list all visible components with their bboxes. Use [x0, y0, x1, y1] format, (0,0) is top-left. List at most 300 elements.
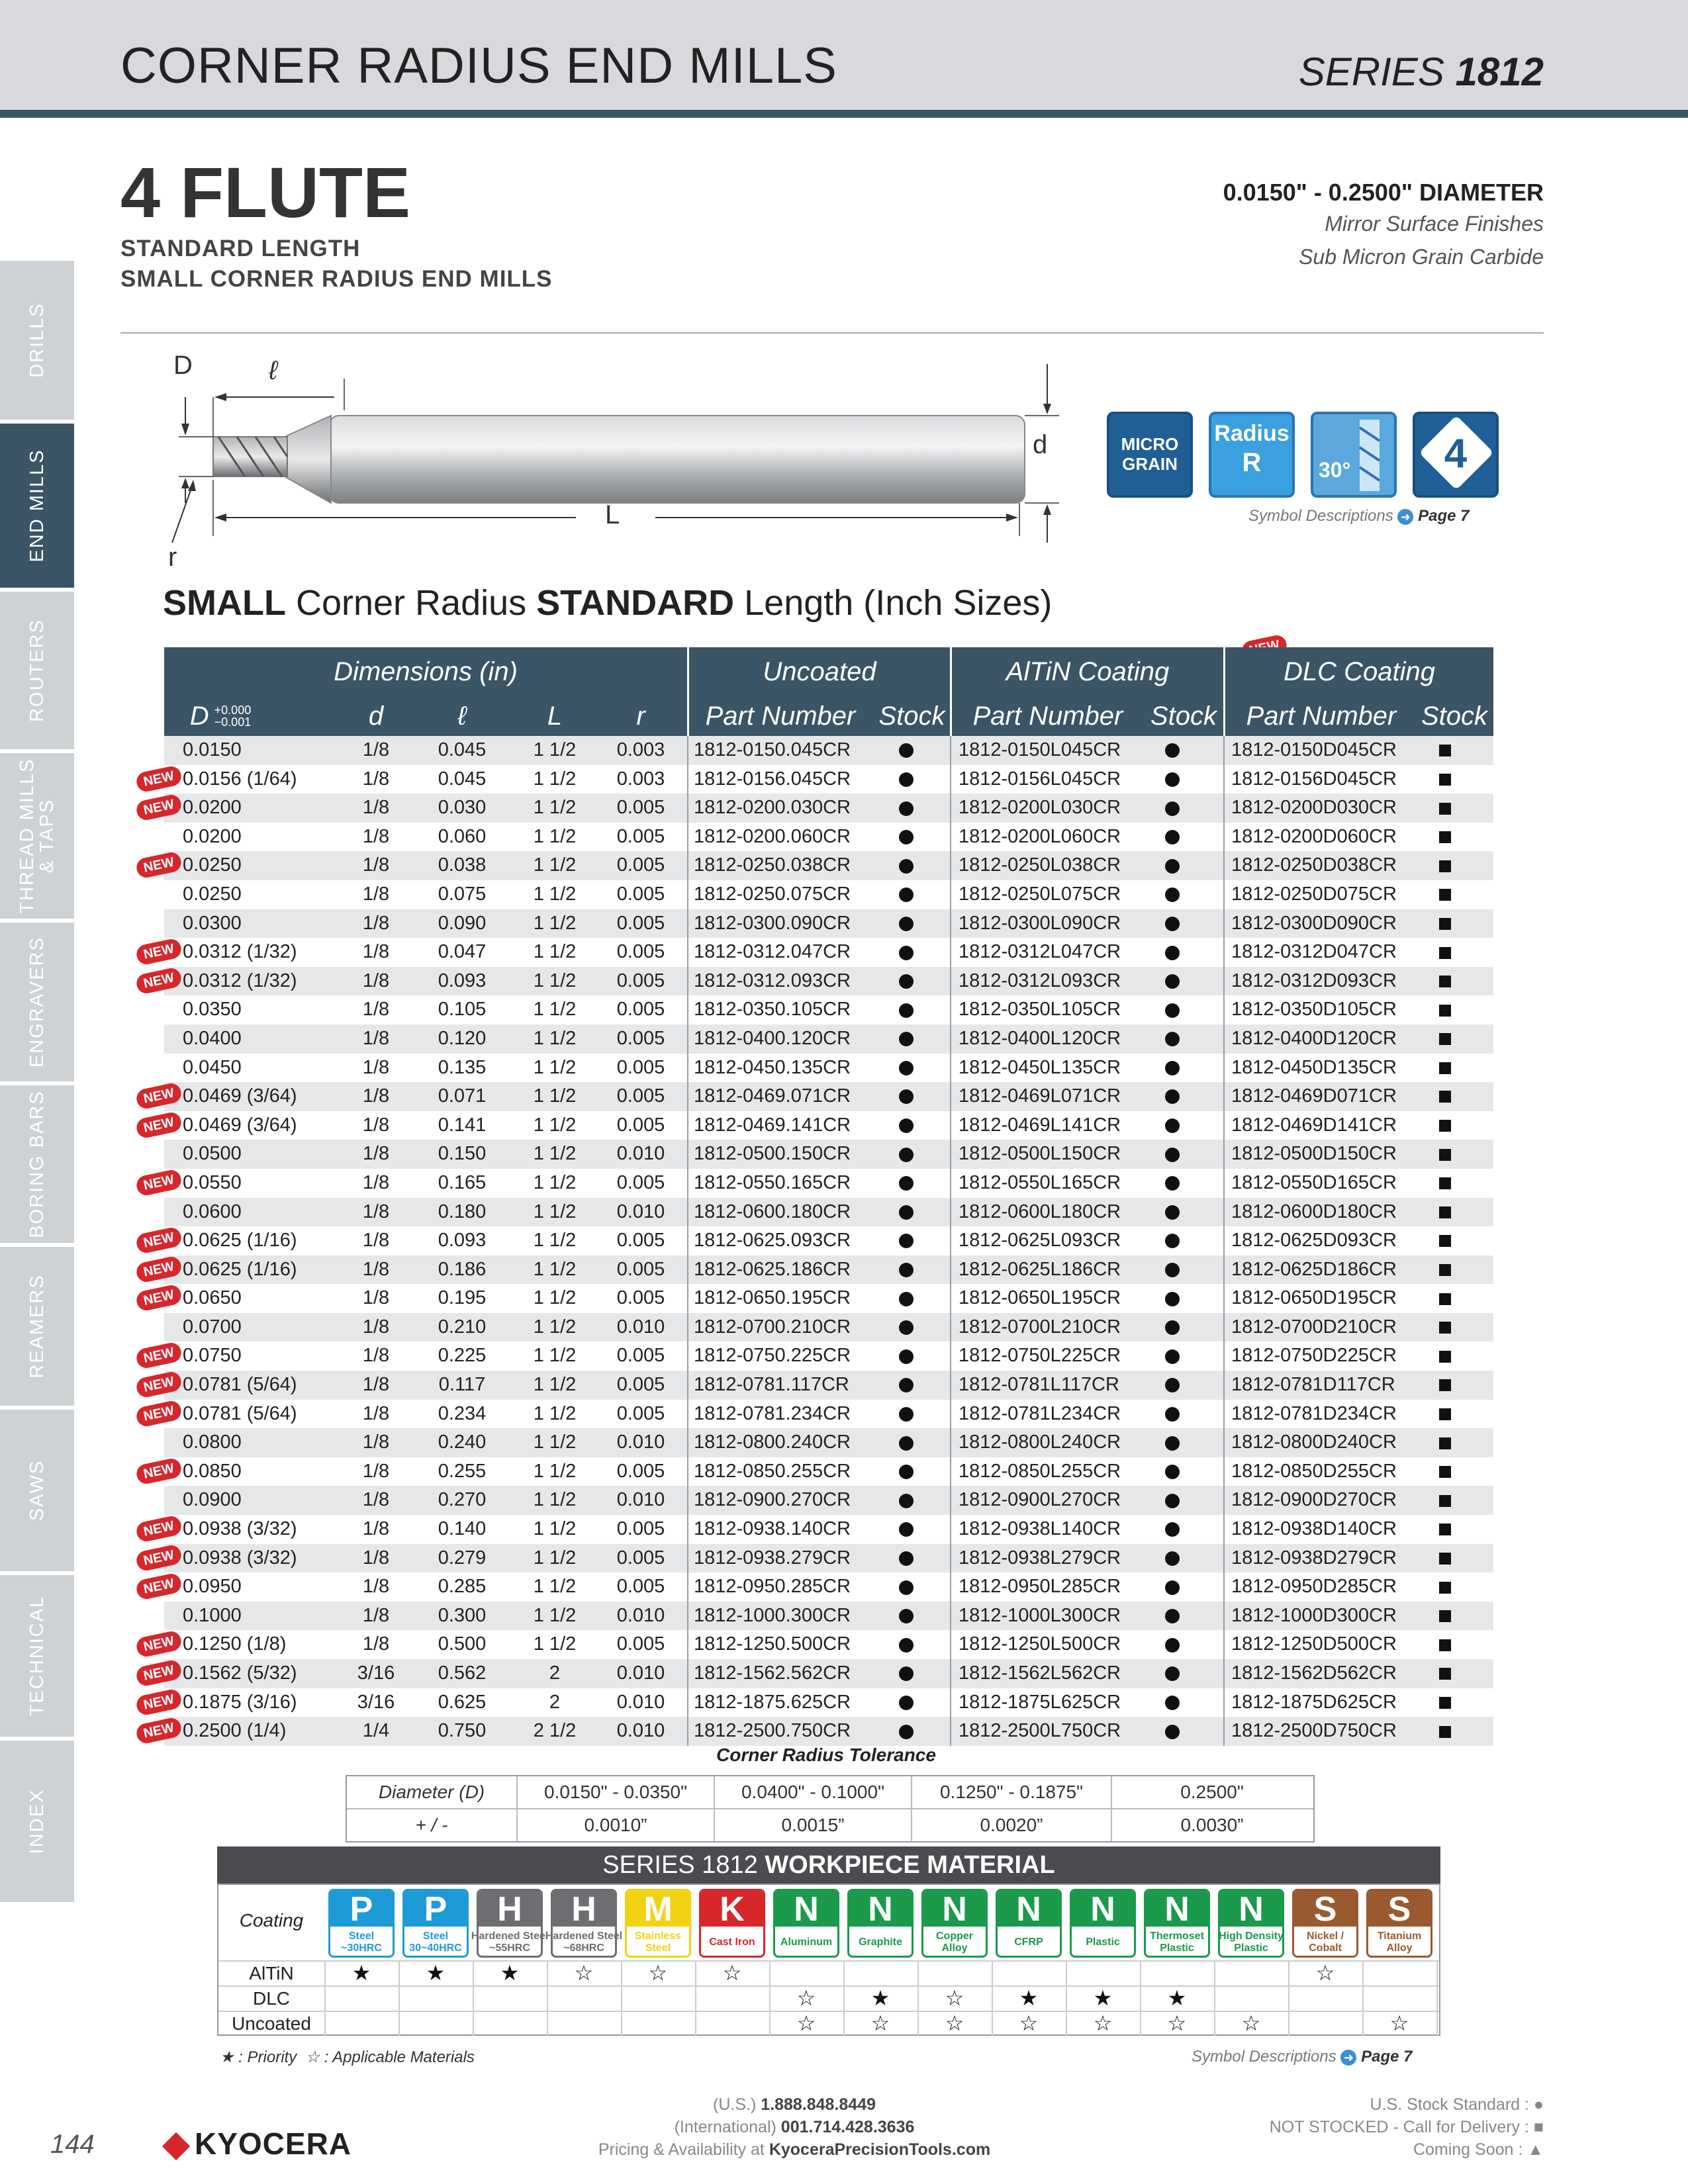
divider [687, 1140, 688, 1169]
cell-a: 1812-0469L141CR [959, 1114, 1121, 1136]
section-title-text-2: Length (Inch Sizes) [734, 583, 1053, 623]
coating-row-label: DLC [252, 1988, 290, 2009]
material-name: High Density Plastic [1219, 1931, 1284, 1954]
table-row [142, 765, 1493, 794]
cell-L: 1 1/2 [533, 739, 577, 760]
stock-dlc-cell [1439, 1457, 1451, 1486]
dim-r-label: r [168, 543, 177, 572]
divider [1223, 1371, 1225, 1400]
stock-dlc-cell [1439, 1111, 1451, 1140]
not-stocked-icon [1439, 1697, 1451, 1709]
material-letter: H [479, 1891, 541, 1927]
cell-l: 0.117 [438, 1374, 486, 1396]
stock-standard-icon [1165, 801, 1180, 816]
cell-D: 0.0950 [183, 1576, 242, 1598]
divider [1223, 1313, 1225, 1342]
divider [687, 1342, 688, 1371]
new-badge: NEW [135, 1688, 183, 1716]
cell-D: 0.0938 (3/32) [183, 1547, 297, 1569]
material-badge [1292, 1889, 1358, 1958]
cell-L: 1 1/2 [533, 883, 577, 905]
cell-r: 0.010 [616, 1489, 665, 1511]
divider [687, 880, 688, 909]
cell-d: 1/8 [362, 970, 390, 991]
cell-a: 1812-0850L255CR [959, 1460, 1121, 1482]
stock-dlc-cell [1439, 967, 1451, 996]
group-dimensions: Dimensions (in) [334, 657, 518, 686]
cell-L: 1 1/2 [533, 970, 577, 991]
col-stock-altin: Stock [1150, 701, 1217, 731]
stock-standard-icon [1165, 1176, 1180, 1191]
tolerance-cell: 0.0020” [912, 1809, 1112, 1841]
table-row [142, 1688, 1493, 1717]
material-name: Aluminum [780, 1936, 833, 1948]
cell-L: 1 1/2 [533, 1230, 577, 1251]
table-row [142, 1717, 1493, 1746]
new-badge: NEW [135, 1342, 183, 1370]
cell-D: 0.0200 [183, 797, 242, 819]
divider [950, 823, 951, 852]
not-stocked-icon [1439, 1668, 1451, 1680]
new-badge: NEW [135, 1284, 183, 1312]
stock-uncoated-cell [899, 938, 914, 967]
stock-uncoated-cell [899, 1169, 914, 1198]
tab-label: ROUTERS [26, 619, 48, 722]
stock-standard-icon [899, 1725, 914, 1739]
not-stocked-icon [1439, 889, 1451, 901]
cell-L: 1 1/2 [533, 768, 577, 790]
cell-l: 0.047 [438, 941, 487, 963]
cell-a: 1812-0156L045CR [959, 768, 1121, 790]
stock-standard-icon [1165, 1407, 1180, 1422]
table-row [142, 1111, 1493, 1140]
divider [1223, 1140, 1225, 1169]
priority-star-icon: ★ [1093, 1986, 1113, 2010]
cell-L: 1 1/2 [533, 1576, 577, 1598]
tab-index[interactable] [0, 1741, 74, 1906]
new-badge: NEW [135, 937, 183, 966]
tab-drills[interactable] [0, 261, 74, 424]
not-stocked-icon [1439, 1264, 1451, 1276]
new-badge: NEW [135, 1543, 183, 1572]
table-row [164, 823, 1493, 852]
stock-standard-icon [899, 1436, 914, 1451]
stock-standard-icon [899, 1522, 914, 1537]
stock-standard-icon [899, 1003, 914, 1018]
stock-standard-icon [899, 743, 914, 758]
cell-c: 1812-0938D140CR [1231, 1518, 1397, 1540]
tab-boring-bars[interactable] [0, 1085, 74, 1247]
cell-u: 1812-0150.045CR [694, 739, 851, 760]
not-stocked-icon [1439, 1062, 1451, 1074]
series-number: 1812 [1455, 50, 1544, 94]
table-column-header [164, 696, 1493, 736]
pricing-link[interactable] [530, 2140, 1059, 2160]
stock-dlc-cell [1439, 1428, 1451, 1457]
tab-routers[interactable] [0, 592, 74, 753]
divider [950, 1111, 951, 1140]
divider [950, 1602, 951, 1631]
tab-technical[interactable] [0, 1575, 74, 1741]
cell-D: 0.0781 (5/64) [183, 1402, 297, 1424]
cell-a: 1812-0938L140CR [959, 1518, 1121, 1540]
divider [687, 1688, 688, 1717]
divider [687, 1515, 688, 1544]
cell-c: 1812-0156D045CR [1231, 768, 1397, 790]
cell-r: 0.005 [616, 1402, 665, 1424]
stock-altin-cell [1165, 851, 1180, 880]
material-letter: H [553, 1891, 615, 1927]
material-badge [921, 1889, 988, 1958]
cell-d: 1/8 [362, 883, 390, 905]
stock-altin-cell [1165, 880, 1180, 909]
col-d: d [368, 701, 384, 731]
cell-u: 1812-1562.562CR [694, 1662, 851, 1684]
cell-u: 1812-0800.240CR [694, 1432, 851, 1453]
material-badge [1070, 1889, 1136, 1958]
tab-saws[interactable] [0, 1410, 74, 1575]
cell-l: 0.093 [438, 970, 487, 991]
cell-r: 0.010 [616, 1662, 665, 1684]
table-row [164, 1024, 1493, 1054]
website-link[interactable]: KyoceraPrecisionTools.com [769, 2140, 991, 2159]
applicable-star-icon: ☆ [574, 1961, 594, 1985]
cell-D: 0.0700 [183, 1316, 242, 1338]
cell-a: 1812-0450L135CR [959, 1056, 1121, 1078]
divider [120, 332, 1544, 334]
stock-dlc-cell [1439, 1342, 1451, 1371]
new-badge: NEW [135, 851, 183, 880]
cell-D: 0.2500 (1/4) [183, 1720, 287, 1742]
table-row [142, 1659, 1493, 1688]
cell-D: 0.0850 [183, 1460, 242, 1482]
tab-reamers[interactable] [0, 1247, 74, 1410]
stock-uncoated-cell [899, 1717, 914, 1746]
divider [950, 1198, 951, 1227]
cell-L: 1 1/2 [533, 1171, 577, 1193]
tolerance-cell: 0.0400" - 0.1000" [715, 1776, 912, 1808]
divider [950, 1255, 951, 1285]
stock-uncoated-cell [899, 1082, 914, 1111]
cell-L: 1 1/2 [533, 1489, 577, 1511]
cell-d: 1/8 [362, 1432, 390, 1453]
tab-thread-mills[interactable] [0, 753, 74, 923]
finish-note: Mirror Surface Finishes [1325, 212, 1544, 236]
cell-l: 0.500 [438, 1633, 487, 1655]
cell-r: 0.010 [616, 1143, 665, 1165]
stock-standard-icon [899, 859, 914, 874]
stock-altin-cell [1165, 1572, 1180, 1602]
divider [950, 1226, 951, 1255]
not-stocked-icon [1439, 918, 1451, 930]
cell-L: 1 1/2 [533, 1085, 577, 1107]
stock-uncoated-cell [899, 736, 914, 765]
divider [687, 1602, 688, 1631]
table-row [142, 1457, 1493, 1486]
cell-D: 0.1000 [183, 1604, 242, 1626]
table-row [164, 1313, 1493, 1342]
material-badge [1218, 1889, 1284, 1958]
stock-dlc-cell [1439, 1024, 1451, 1054]
not-stocked-icon [1439, 1379, 1451, 1391]
cell-d: 3/16 [357, 1691, 395, 1713]
cell-l: 0.285 [438, 1576, 487, 1598]
stock-standard-icon [1165, 1089, 1180, 1104]
cell-d: 1/8 [362, 1604, 390, 1626]
cell-r: 0.005 [616, 1258, 665, 1280]
cell-d: 1/8 [362, 999, 390, 1021]
table-row [142, 967, 1493, 996]
stock-standard-icon [899, 1089, 914, 1104]
priority-star-icon: ★ [1019, 1986, 1039, 2010]
cell-d: 1/8 [362, 912, 390, 934]
divider [950, 1371, 951, 1400]
table-row [142, 1082, 1493, 1111]
divider [687, 1111, 688, 1140]
cell-c: 1812-0250D038CR [1231, 854, 1397, 876]
cell-r: 0.005 [616, 1547, 665, 1569]
stock-uncoated-cell [899, 1198, 914, 1227]
divider [1223, 1515, 1225, 1544]
not-stocked-icon [1439, 1005, 1451, 1017]
stock-dlc-cell [1439, 1284, 1451, 1313]
tab-end-mills[interactable] [0, 424, 74, 592]
cell-d: 1/8 [362, 739, 390, 760]
stock-dlc-cell [1439, 995, 1451, 1024]
applicable-star-icon: ☆ [945, 2011, 964, 2035]
stock-altin-cell [1165, 1313, 1180, 1342]
table-row [164, 1198, 1493, 1227]
stock-dlc-cell [1439, 1659, 1451, 1688]
cell-L: 1 1/2 [533, 854, 577, 876]
divider [1223, 1198, 1225, 1227]
cell-a: 1812-0938L279CR [959, 1547, 1121, 1569]
divider [950, 909, 951, 938]
divider [687, 1226, 688, 1255]
stock-dlc-cell [1439, 1140, 1451, 1169]
not-stocked-icon [1439, 1293, 1451, 1305]
stock-standard-icon [899, 1349, 914, 1364]
stock-uncoated-cell [899, 1371, 914, 1400]
stock-dlc-cell [1439, 1255, 1451, 1285]
cell-a: 1812-0150L045CR [959, 739, 1121, 760]
cell-l: 0.625 [438, 1691, 487, 1713]
cell-a: 1812-1875L625CR [959, 1691, 1121, 1713]
not-stocked-icon [1439, 1610, 1451, 1622]
material-name: Hardened Steel ~68HRC [545, 1931, 623, 1954]
divider [950, 1572, 951, 1602]
cell-D: 0.0938 (3/32) [183, 1518, 297, 1540]
cell-u: 1812-0200.030CR [694, 797, 851, 819]
cell-u: 1812-2500.750CR [694, 1720, 851, 1742]
table-row [164, 995, 1493, 1024]
stock-dlc-cell [1439, 909, 1451, 938]
phone-intl-number: 001.714.428.3636 [780, 2118, 915, 2136]
cell-u: 1812-0469.071CR [694, 1085, 851, 1107]
cell-a: 1812-0400L120CR [959, 1027, 1121, 1049]
divider [1223, 1602, 1225, 1631]
material-letter: N [1072, 1891, 1134, 1927]
cell-L: 1 1/2 [533, 1316, 577, 1338]
cell-r: 0.010 [616, 1432, 665, 1453]
table-row [142, 794, 1493, 823]
cell-L: 1 1/2 [533, 1287, 577, 1309]
not-stocked-icon [1439, 774, 1451, 786]
cell-r: 0.005 [616, 883, 665, 905]
cell-a: 1812-0250L075CR [959, 883, 1121, 905]
cell-c: 1812-0750D225CR [1231, 1345, 1397, 1367]
cell-r: 0.005 [616, 1287, 665, 1309]
not-stocked-icon [1439, 1177, 1451, 1189]
stock-altin-cell [1165, 1054, 1180, 1083]
symbol-desc-page: Page 7 [1361, 2048, 1413, 2066]
cell-a: 1812-0781L234CR [959, 1402, 1121, 1424]
divider [687, 794, 688, 823]
stock-standard-icon [1165, 1118, 1180, 1133]
cell-l: 0.150 [438, 1143, 487, 1165]
material-badge [471, 1889, 549, 1958]
cell-d: 1/8 [362, 1316, 390, 1338]
stock-dlc-cell [1439, 1198, 1451, 1227]
divider [687, 967, 688, 996]
cell-a: 1812-1250L500CR [959, 1633, 1121, 1655]
cell-l: 0.135 [438, 1056, 487, 1078]
cell-d: 1/8 [362, 1258, 390, 1280]
material-letter: N [1220, 1891, 1282, 1927]
cell-r: 0.010 [616, 1720, 665, 1742]
cell-r: 0.003 [616, 768, 665, 790]
phone-us [530, 2095, 1059, 2115]
priority-star-icon: ★ [426, 1961, 445, 1985]
stock-standard-icon [899, 1234, 914, 1248]
cell-u: 1812-0156.045CR [694, 768, 851, 790]
tolerance-cell: 0.0030” [1180, 1815, 1244, 1835]
end-mill-drawing [152, 344, 1079, 582]
cell-l: 0.141 [438, 1114, 487, 1136]
stock-dlc-cell [1439, 880, 1451, 909]
stock-dlc-cell [1439, 851, 1451, 880]
divider [1223, 909, 1225, 938]
cell-D: 0.0450 [183, 1056, 242, 1078]
cell-c: 1812-0600D180CR [1231, 1201, 1397, 1222]
tab-engravers[interactable] [0, 923, 74, 1085]
carbide-note: Sub Micron Grain Carbide [1299, 245, 1544, 269]
material-badge [996, 1889, 1062, 1958]
coating-label: Coating [239, 1910, 304, 1931]
cell-l: 0.195 [438, 1287, 487, 1309]
coating-row-label: AlTiN [249, 1963, 294, 1983]
cell-c: 1812-0781D117CR [1231, 1374, 1395, 1396]
cell-d: 1/8 [362, 1345, 390, 1367]
material-letter: N [775, 1891, 837, 1927]
divider [1223, 1428, 1225, 1457]
material-badge [402, 1889, 469, 1958]
divider [687, 1400, 688, 1429]
tolerance-table [346, 1775, 1315, 1843]
tab-label: REAMERS [26, 1274, 48, 1379]
divider [1223, 880, 1225, 909]
not-stocked-icon [1439, 1235, 1451, 1247]
applicable-star-icon: ☆ [945, 1986, 964, 2010]
material-name: Copper Alloy [936, 1931, 973, 1954]
divider [950, 1717, 951, 1746]
cell-d: 1/8 [362, 1576, 390, 1598]
stock-uncoated-cell [899, 851, 914, 880]
cell-a: 1812-0500L150CR [959, 1143, 1121, 1165]
cell-c: 1812-0250D075CR [1231, 883, 1397, 905]
stock-altin-cell [1165, 765, 1180, 794]
divider [1223, 1226, 1225, 1255]
divider [687, 823, 688, 852]
cell-u: 1812-0950.285CR [694, 1576, 851, 1598]
dim-d-label: d [1033, 430, 1048, 459]
stock-uncoated-cell [899, 1054, 914, 1083]
cell-l: 0.210 [438, 1316, 487, 1338]
tab-label: BORING BARS [26, 1090, 48, 1238]
stock-dlc-cell [1439, 1515, 1451, 1544]
cell-d: 1/8 [362, 1143, 390, 1165]
subtitle-length: STANDARD LENGTH [120, 236, 361, 261]
cell-L: 1 1/2 [533, 825, 577, 847]
stock-standard-icon [1165, 859, 1180, 874]
stock-standard-icon [899, 1551, 914, 1566]
divider [687, 1486, 688, 1515]
subtitle-type: SMALL CORNER RADIUS END MILLS [120, 266, 553, 292]
cell-D: 0.0400 [183, 1027, 242, 1049]
stock-dlc-cell [1439, 823, 1451, 852]
divider [950, 1140, 951, 1169]
divider [687, 1082, 688, 1111]
stock-altin-cell [1165, 1486, 1180, 1515]
divider [950, 995, 951, 1024]
workpiece-table [217, 1884, 1440, 2036]
stock-dlc-cell [1439, 1169, 1451, 1198]
col-D-label: D [189, 701, 209, 731]
tolerance-cell: + / - [347, 1809, 518, 1841]
stock-altin-cell [1165, 1544, 1180, 1573]
cell-a: 1812-1000L300CR [959, 1604, 1121, 1626]
cell-u: 1812-0938.279CR [694, 1547, 851, 1569]
cell-l: 0.075 [438, 883, 487, 905]
cell-c: 1812-0312D093CR [1231, 970, 1397, 991]
phone-intl-prefix: (International) [674, 2118, 781, 2136]
cell-D: 0.0200 [183, 825, 242, 847]
applicable-star-icon: ☆ [1241, 2011, 1261, 2035]
stock-standard-icon [1165, 1263, 1180, 1277]
tab-label: INDEX [26, 1788, 48, 1854]
cell-a: 1812-0950L285CR [959, 1576, 1121, 1598]
stock-standard-icon [1165, 946, 1180, 960]
cell-D: 0.1250 (1/8) [183, 1633, 287, 1655]
cell-D: 0.0150 [183, 739, 242, 760]
symbol-descriptions-link[interactable] [1248, 507, 1469, 525]
cell-l: 0.140 [438, 1518, 487, 1540]
new-badge: NEW [135, 1255, 183, 1283]
dim-L-label: L [605, 500, 620, 529]
col-part-altin: Part Number [972, 701, 1123, 731]
cell-L: 1 1/2 [533, 1604, 577, 1626]
stock-uncoated-cell [899, 794, 914, 823]
page-number: 144 [50, 2130, 95, 2159]
cell-c: 1812-1250D500CR [1231, 1633, 1397, 1655]
stock-uncoated-cell [899, 823, 914, 852]
symbol-descriptions-link-2[interactable] [1192, 2048, 1412, 2066]
stock-standard-icon [1165, 1378, 1180, 1392]
new-badge: NEW [135, 1168, 183, 1197]
table-row [142, 851, 1493, 880]
stock-standard-icon [899, 1609, 914, 1623]
cell-d: 1/8 [362, 1171, 390, 1193]
